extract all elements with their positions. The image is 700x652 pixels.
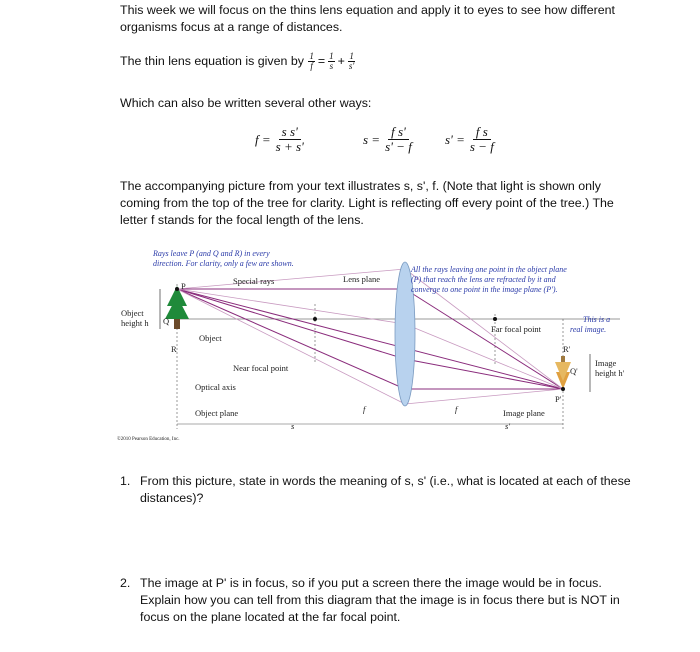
equation-f: f = $\frac{\text{s s'}}{s + s'}$	[255, 124, 304, 154]
rays-note-label-2: direction. For clarity, only a few are shown.	[153, 259, 294, 268]
real-image-label-2: real image.	[570, 325, 607, 334]
copyright-label: ©2010 Pearson Education, Inc.	[117, 437, 180, 442]
frac-1-over-s-prime: $\frac{1}{s'}$	[348, 51, 355, 71]
thin-lens-line: The thin lens equation is given by $\frac{1}{f}$ = $\frac{1}{s}$ + $\frac{1}{s'}$	[120, 51, 355, 71]
all-rays-label: All the rays leaving one point in the object plane	[411, 265, 567, 274]
s-prime-label: s'	[505, 421, 511, 431]
point-p-prime	[561, 387, 565, 391]
s-label: s	[291, 421, 295, 431]
label-q: Q	[163, 316, 170, 326]
label-r-prime: R'	[563, 344, 571, 354]
object-plane-label: Object plane	[195, 408, 239, 418]
ray-group	[177, 289, 563, 389]
point-far-focal	[493, 317, 497, 321]
label-q-prime: Q'	[570, 366, 578, 376]
f2-label: f	[455, 404, 458, 414]
equation-s-prime: s' = $\frac{\text{f s}}{s - f}$	[445, 124, 494, 154]
object-label: Object	[199, 333, 222, 343]
all-rays-label-2: (P) that reach the lens are refracted by it and	[411, 275, 556, 284]
accompanying-paragraph: The accompanying picture from your text illustrates s, s', f. (Note that light is shown only coming from the top of the tree for clarity. Light is reflecting off every point of the tree.) The letter f stands for the focal length of the lens.	[120, 179, 614, 227]
far-focal-label: Far focal point	[491, 324, 542, 334]
image-height-label-2: height h'	[595, 368, 625, 378]
near-focal-label: Near focal point	[233, 363, 289, 373]
image-height-label: Image	[595, 358, 617, 368]
image-plane-label: Image plane	[503, 408, 545, 418]
ray-focal	[177, 289, 405, 359]
label-r: R	[171, 344, 177, 354]
point-p	[175, 287, 179, 291]
question-1: 1. From this picture, state in words the meaning of s, s' (i.e., what is located at each of these distances)?	[120, 474, 631, 505]
image-tree-icon	[555, 356, 571, 389]
rays-note-label: Rays leave P (and Q and R) in every	[153, 249, 270, 258]
lens-ray-diagram	[115, 244, 625, 444]
special-rays-label: Special rays	[233, 276, 275, 286]
optical-axis-label: Optical axis	[195, 382, 236, 392]
frac-1-over-s: $\frac{1}{s}$	[329, 51, 334, 71]
f1-label: f	[363, 404, 366, 414]
other-ways-text: Which can also be written several other ways:	[120, 96, 372, 110]
frac-1-over-f: $\frac{1}{f}$	[309, 51, 314, 71]
label-p: P	[181, 281, 186, 291]
label-p-prime: P'	[555, 394, 562, 404]
lens-plane-label: Lens plane	[343, 274, 381, 284]
object-height-label-2: height h	[121, 318, 149, 328]
equation-s: s = $\frac{\text{f s'}}{s' - f}$	[363, 124, 412, 154]
all-rays-label-3: converge to one point in the image plane (P').	[411, 285, 558, 294]
real-image-label: This is a	[583, 315, 611, 324]
object-height-label: Object	[121, 308, 144, 318]
point-near-focal	[313, 317, 317, 321]
intro-paragraph: This week we will focus on the thins lens equation and apply it to eyes to see how different organisms focus at a range of distances.	[120, 3, 615, 34]
question-2: 2. The image at P' is in focus, so if you put a screen there the image would be in focus. Explain how you can tell from this diagram that the image is in focus there but is NOT in focus on the plane located at the far focal point.	[120, 576, 620, 624]
